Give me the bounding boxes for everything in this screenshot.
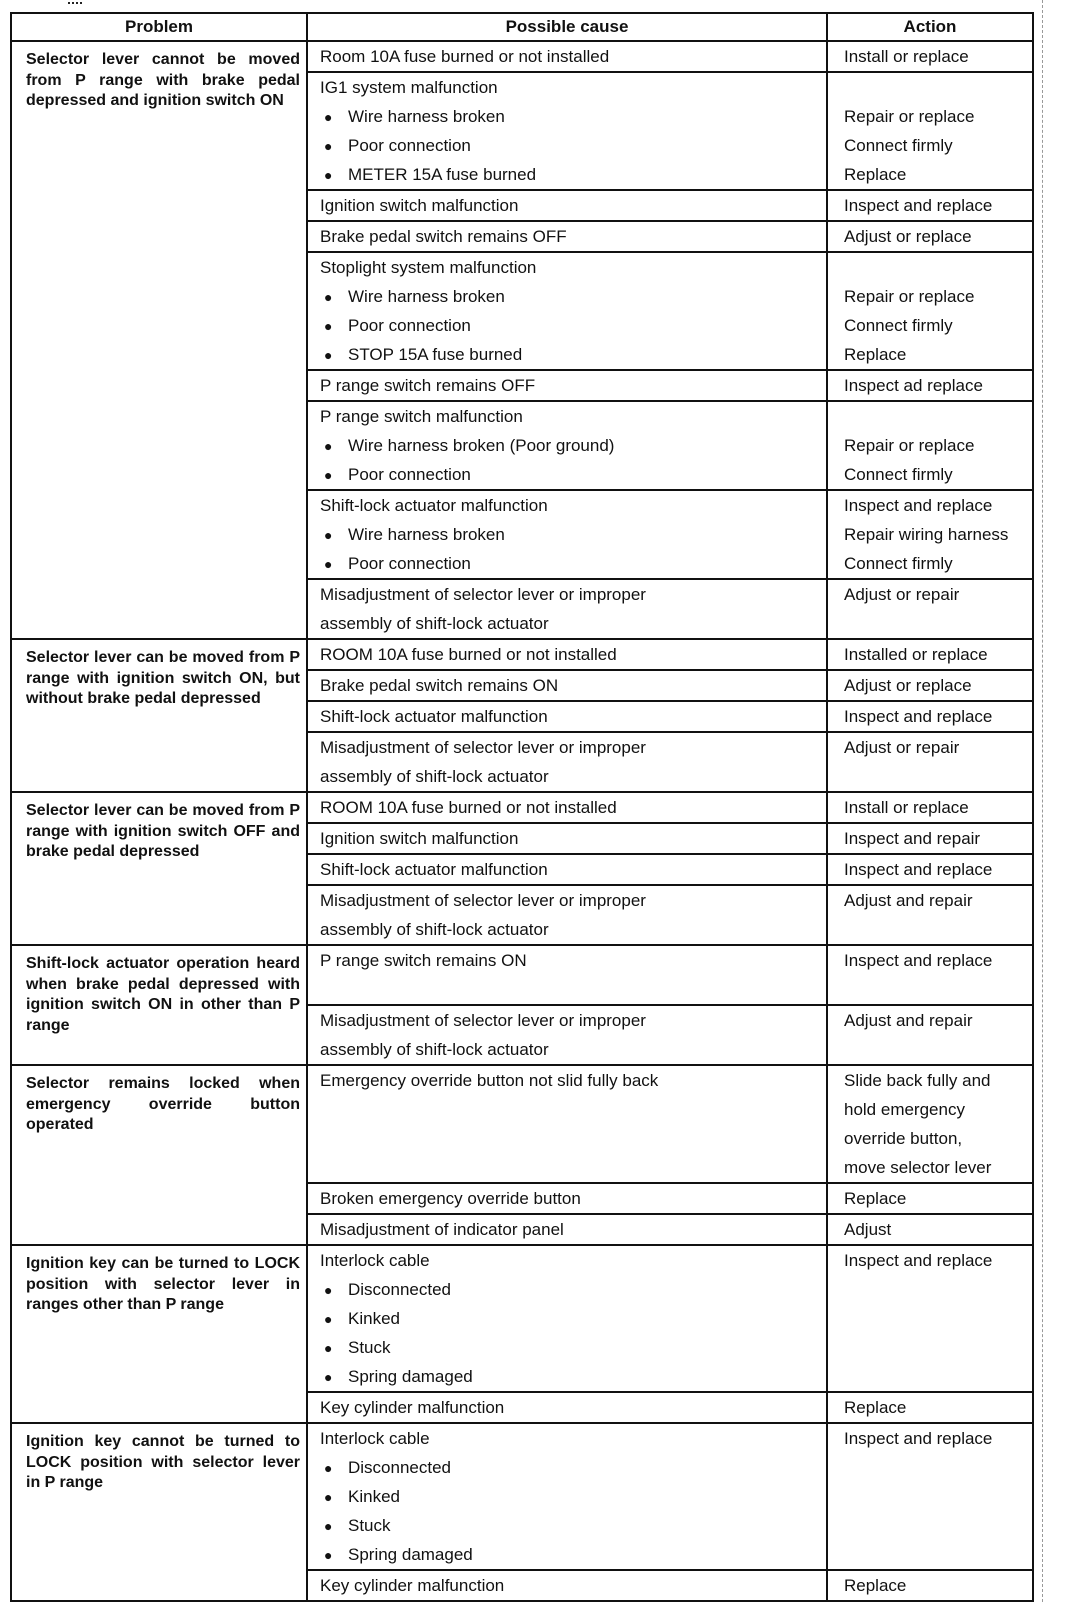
- cause-text: assembly of shift-lock actuator: [320, 614, 549, 633]
- cause-text: STOP 15A fuse burned: [348, 345, 523, 364]
- action-line: Adjust or replace: [844, 227, 972, 246]
- cause-text: Misadjustment of selector lever or improper: [320, 738, 646, 757]
- cause-cell: [307, 1245, 827, 1392]
- cause-cell: [307, 1005, 827, 1065]
- cause-cell: [307, 823, 827, 854]
- table-body: [11, 41, 1033, 1601]
- problem-cell: Shift-lock actuator operation heard when brake pedal depressed with ignition switch ON in other than P range: [11, 945, 307, 1065]
- problem-cell: Selector lever can be moved from P range with ignition switch ON, but without brake pedal depressed: [11, 639, 307, 792]
- action-line: Replace: [844, 1576, 907, 1595]
- action-line: [828, 1540, 1032, 1569]
- cause-text: P range switch remains OFF: [320, 376, 536, 395]
- action-cell: [827, 1214, 1033, 1245]
- cause-line: [308, 1215, 826, 1244]
- cause-cell: [307, 579, 827, 639]
- action-line: [828, 915, 1032, 944]
- action-line: Replace: [844, 165, 907, 184]
- cause-bullet-line: [308, 460, 826, 489]
- cause-cell: [307, 792, 827, 823]
- cause-text: Stuck: [348, 1516, 391, 1535]
- action-line: Adjust: [844, 1220, 892, 1239]
- action-cell: [827, 401, 1033, 490]
- cause-text: Wire harness broken: [348, 107, 505, 126]
- action-cell: [827, 1423, 1033, 1570]
- cause-line: [308, 671, 826, 700]
- cause-text: P range switch malfunction: [320, 407, 523, 426]
- action-cell: [827, 221, 1033, 252]
- action-line: Inspect and replace: [844, 1429, 993, 1448]
- action-cell: [827, 823, 1033, 854]
- cause-line: [308, 222, 826, 251]
- cause-line: [308, 42, 826, 71]
- action-line: [828, 1275, 1032, 1304]
- cause-cell: [307, 1214, 827, 1245]
- cause-text: Shift-lock actuator malfunction: [320, 707, 548, 726]
- cause-text: METER 15A fuse burned: [348, 165, 537, 184]
- action-line: [828, 762, 1032, 791]
- cause-text: Interlock cable: [320, 1251, 430, 1270]
- cause-cell: [307, 370, 827, 401]
- cause-bullet-line: [308, 282, 826, 311]
- cause-text: Misadjustment of selector lever or improper: [320, 1011, 646, 1030]
- cause-text: Broken emergency override button: [320, 1189, 581, 1208]
- cause-text: Shift-lock actuator malfunction: [320, 496, 548, 515]
- action-line: Installed or replace: [844, 645, 988, 664]
- cause-line: [308, 1124, 826, 1153]
- bullet-icon: ●: [324, 1282, 333, 1298]
- cause-text: Disconnected: [348, 1280, 452, 1299]
- action-line: Inspect and replace: [844, 860, 993, 879]
- action-cell: [827, 701, 1033, 732]
- cause-text: P range switch remains ON: [320, 951, 527, 970]
- cause-text: Interlock cable: [320, 1429, 430, 1448]
- bullet-icon: ●: [324, 1460, 333, 1476]
- action-line: Connect firmly: [844, 136, 953, 155]
- action-line: [828, 73, 1032, 102]
- cause-cell: [307, 701, 827, 732]
- cause-text: Key cylinder malfunction: [320, 1398, 505, 1417]
- cause-line: [308, 1066, 826, 1095]
- bullet-icon: ●: [324, 527, 333, 543]
- action-line: Inspect and replace: [844, 496, 993, 515]
- cause-bullet-line: [308, 549, 826, 578]
- bullet-icon: ●: [324, 318, 333, 334]
- header-row: [11, 13, 1033, 41]
- header-problem: Problem: [11, 13, 307, 41]
- cause-text: assembly of shift-lock actuator: [320, 767, 549, 786]
- cause-bullet-line: [308, 1453, 826, 1482]
- cause-line: [308, 191, 826, 220]
- bullet-icon: ●: [324, 1340, 333, 1356]
- cause-bullet-line: [308, 1304, 826, 1333]
- cause-text: Misadjustment of selector lever or improper: [320, 891, 646, 910]
- cause-bullet-line: [308, 160, 826, 189]
- cause-bullet-line: [308, 1511, 826, 1540]
- cause-line: [308, 1153, 826, 1182]
- table-row: [11, 792, 1033, 823]
- action-line: [828, 1035, 1032, 1064]
- action-cell: [827, 1570, 1033, 1601]
- action-line: Adjust or replace: [844, 676, 972, 695]
- table-row: [11, 1065, 1033, 1183]
- cause-text: ROOM 10A fuse burned or not installed: [320, 798, 617, 817]
- bullet-icon: ●: [324, 347, 333, 363]
- header-possible-cause: Possible cause: [307, 13, 827, 41]
- action-line: Repair wiring harness: [844, 525, 1009, 544]
- action-line: Inspect ad replace: [844, 376, 983, 395]
- cause-text: Misadjustment of selector lever or improper: [320, 585, 646, 604]
- scan-mark: [68, 2, 82, 8]
- action-line: move selector lever: [844, 1158, 992, 1177]
- bullet-icon: ●: [324, 138, 333, 154]
- cause-text: IG1 system malfunction: [320, 78, 498, 97]
- cause-line: [308, 402, 826, 431]
- cause-text: Wire harness broken: [348, 525, 505, 544]
- cause-bullet-line: [308, 311, 826, 340]
- action-line: Install or replace: [844, 47, 969, 66]
- action-line: Repair or replace: [844, 107, 975, 126]
- cause-line: [308, 762, 826, 791]
- cause-line: [308, 946, 826, 975]
- cause-bullet-line: [308, 102, 826, 131]
- cause-text: Brake pedal switch remains ON: [320, 676, 559, 695]
- cause-cell: [307, 1570, 827, 1601]
- cause-cell: [307, 190, 827, 221]
- cause-cell: [307, 854, 827, 885]
- action-line: Connect firmly: [844, 465, 953, 484]
- cause-text: Spring damaged: [348, 1545, 473, 1564]
- cause-line: [308, 580, 826, 609]
- cause-line: [308, 371, 826, 400]
- action-cell: [827, 792, 1033, 823]
- cause-cell: [307, 221, 827, 252]
- cause-text: Wire harness broken (Poor ground): [348, 436, 615, 455]
- action-line: [828, 402, 1032, 431]
- bullet-icon: ●: [324, 1489, 333, 1505]
- cause-text: Spring damaged: [348, 1367, 473, 1386]
- cause-line: [308, 1246, 826, 1275]
- table-header: [11, 13, 1033, 41]
- action-cell: [827, 639, 1033, 670]
- header-action: Action: [827, 13, 1033, 41]
- cause-cell: [307, 639, 827, 670]
- cause-cell: [307, 670, 827, 701]
- cause-cell: [307, 1065, 827, 1183]
- action-line: Inspect and replace: [844, 1251, 993, 1270]
- cause-line: [308, 1006, 826, 1035]
- cause-cell: [307, 490, 827, 579]
- table-row: [11, 945, 1033, 1005]
- cause-cell: [307, 1423, 827, 1570]
- action-line: [828, 1333, 1032, 1362]
- bullet-icon: ●: [324, 556, 333, 572]
- action-line: hold emergency: [844, 1100, 965, 1119]
- cause-line: [308, 1424, 826, 1453]
- table-row: [11, 1423, 1033, 1570]
- cause-text: Disconnected: [348, 1458, 452, 1477]
- cause-text: Emergency override button not slid fully back: [320, 1071, 659, 1090]
- cause-text: Ignition switch malfunction: [320, 196, 519, 215]
- cause-text: Misadjustment of indicator panel: [320, 1220, 564, 1239]
- cause-text: Poor connection: [348, 465, 471, 484]
- cause-cell: [307, 401, 827, 490]
- cause-bullet-line: [308, 1333, 826, 1362]
- cause-line: [308, 886, 826, 915]
- action-cell: [827, 1065, 1033, 1183]
- bullet-icon: ●: [324, 109, 333, 125]
- cause-cell: [307, 885, 827, 945]
- action-line: Inspect and replace: [844, 951, 993, 970]
- table-row: [11, 1245, 1033, 1392]
- action-line: [828, 1511, 1032, 1540]
- action-line: Adjust and repair: [844, 1011, 973, 1030]
- cause-line: [308, 1571, 826, 1600]
- action-line: Replace: [844, 1398, 907, 1417]
- action-line: Connect firmly: [844, 554, 953, 573]
- bullet-icon: ●: [324, 438, 333, 454]
- action-cell: [827, 190, 1033, 221]
- cause-bullet-line: [308, 1275, 826, 1304]
- cause-line: [308, 491, 826, 520]
- action-line: [828, 253, 1032, 282]
- cause-text: Poor connection: [348, 316, 471, 335]
- action-cell: [827, 854, 1033, 885]
- action-cell: [827, 885, 1033, 945]
- problem-cell: Selector lever cannot be moved from P range with brake pedal depressed and ignition switch ON: [11, 41, 307, 639]
- troubleshooting-table-container: [10, 12, 1032, 1602]
- cause-line: [308, 253, 826, 282]
- action-cell: [827, 945, 1033, 1005]
- action-line: Repair or replace: [844, 436, 975, 455]
- cause-text: Stoplight system malfunction: [320, 258, 537, 277]
- bullet-icon: ●: [324, 1311, 333, 1327]
- bullet-icon: ●: [324, 1369, 333, 1385]
- action-cell: [827, 1245, 1033, 1392]
- cause-bullet-line: [308, 1540, 826, 1569]
- table-row: [11, 41, 1033, 72]
- cause-cell: [307, 252, 827, 370]
- cause-cell: [307, 72, 827, 190]
- cause-bullet-line: [308, 340, 826, 369]
- page-edge-line: [1042, 0, 1043, 1602]
- cause-text: Key cylinder malfunction: [320, 1576, 505, 1595]
- cause-bullet-line: [308, 1362, 826, 1391]
- action-cell: [827, 1392, 1033, 1423]
- problem-cell: Selector remains locked when emergency override button operated: [11, 1065, 307, 1245]
- problem-cell: Selector lever can be moved from P range with ignition switch OFF and brake pedal depressed: [11, 792, 307, 945]
- bullet-icon: ●: [324, 1547, 333, 1563]
- cause-cell: [307, 41, 827, 72]
- cause-cell: [307, 1183, 827, 1214]
- cause-text: Kinked: [348, 1487, 400, 1506]
- action-line: [828, 975, 1032, 1004]
- cause-line: [308, 1393, 826, 1422]
- action-line: Adjust or repair: [844, 738, 960, 757]
- bullet-icon: ●: [324, 289, 333, 305]
- bullet-icon: ●: [324, 1518, 333, 1534]
- action-cell: [827, 579, 1033, 639]
- action-line: Adjust or repair: [844, 585, 960, 604]
- cause-line: [308, 702, 826, 731]
- action-cell: [827, 490, 1033, 579]
- action-line: Repair or replace: [844, 287, 975, 306]
- cause-line: [308, 1184, 826, 1213]
- action-cell: [827, 1005, 1033, 1065]
- cause-text: Poor connection: [348, 554, 471, 573]
- cause-line: [308, 824, 826, 853]
- problem-cell: Ignition key cannot be turned to LOCK position with selector lever in P range: [11, 1423, 307, 1601]
- action-line: Replace: [844, 345, 907, 364]
- action-line: Slide back fully and: [844, 1071, 991, 1090]
- cause-text: assembly of shift-lock actuator: [320, 1040, 549, 1059]
- cause-line: [308, 640, 826, 669]
- action-line: Replace: [844, 1189, 907, 1208]
- cause-bullet-line: [308, 431, 826, 460]
- cause-text: Brake pedal switch remains OFF: [320, 227, 567, 246]
- bullet-icon: ●: [324, 167, 333, 183]
- action-line: [828, 1304, 1032, 1333]
- problem-cell: Ignition key can be turned to LOCK position with selector lever in ranges other than P range: [11, 1245, 307, 1423]
- cause-text: ROOM 10A fuse burned or not installed: [320, 645, 617, 664]
- cause-text: Kinked: [348, 1309, 400, 1328]
- action-line: Connect firmly: [844, 316, 953, 335]
- bullet-icon: ●: [324, 467, 333, 483]
- action-line: [828, 1482, 1032, 1511]
- action-line: Inspect and replace: [844, 707, 993, 726]
- action-line: Install or replace: [844, 798, 969, 817]
- action-line: [828, 1453, 1032, 1482]
- action-line: Inspect and replace: [844, 196, 993, 215]
- action-line: [828, 1362, 1032, 1391]
- action-cell: [827, 670, 1033, 701]
- action-line: [828, 609, 1032, 638]
- table-row: [11, 639, 1033, 670]
- action-cell: [827, 732, 1033, 792]
- troubleshooting-table: [10, 12, 1034, 1602]
- cause-line: [308, 609, 826, 638]
- cause-text: Wire harness broken: [348, 287, 505, 306]
- cause-text: Stuck: [348, 1338, 391, 1357]
- action-cell: [827, 1183, 1033, 1214]
- cause-line: [308, 73, 826, 102]
- action-line: Adjust and repair: [844, 891, 973, 910]
- action-line: Inspect and repair: [844, 829, 981, 848]
- cause-line: [308, 1035, 826, 1064]
- cause-line: [308, 855, 826, 884]
- action-cell: [827, 72, 1033, 190]
- cause-cell: [307, 1392, 827, 1423]
- cause-line: [308, 975, 826, 1004]
- cause-bullet-line: [308, 1482, 826, 1511]
- cause-line: [308, 793, 826, 822]
- cause-line: [308, 733, 826, 762]
- action-line: override button,: [844, 1129, 963, 1148]
- cause-line: [308, 1095, 826, 1124]
- cause-cell: [307, 945, 827, 1005]
- cause-text: Poor connection: [348, 136, 471, 155]
- cause-text: Ignition switch malfunction: [320, 829, 519, 848]
- cause-bullet-line: [308, 131, 826, 160]
- action-cell: [827, 41, 1033, 72]
- cause-text: Shift-lock actuator malfunction: [320, 860, 548, 879]
- action-cell: [827, 252, 1033, 370]
- action-cell: [827, 370, 1033, 401]
- cause-bullet-line: [308, 520, 826, 549]
- cause-line: [308, 915, 826, 944]
- cause-text: assembly of shift-lock actuator: [320, 920, 549, 939]
- cause-cell: [307, 732, 827, 792]
- cause-text: Room 10A fuse burned or not installed: [320, 47, 610, 66]
